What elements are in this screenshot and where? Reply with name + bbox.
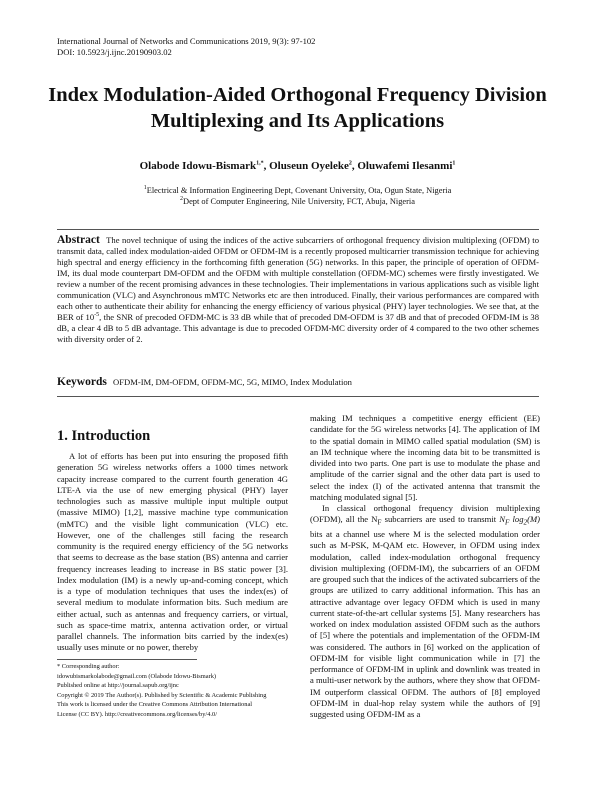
- para-text: In classical orthogonal frequency division multiplexing (OFDM), all the N: [310, 503, 540, 525]
- abstract-heading: Abstract: [57, 234, 100, 246]
- affiliation-mark: 2: [180, 196, 184, 203]
- right-column: [310, 413, 540, 720]
- footnote-rule: [57, 659, 197, 660]
- keywords-text: OFDM-IM, DM-OFDM, OFDM-MC, 5G, MIMO, Index Modulation: [113, 377, 352, 387]
- paper-title: [30, 82, 565, 134]
- footnote: [57, 662, 297, 720]
- math-subscript: F: [505, 518, 510, 527]
- abstract-block: [57, 235, 539, 345]
- author-name: Oluwafemi Ilesanmi: [357, 160, 453, 172]
- author-name: Oluseun Oyeleke: [269, 160, 349, 172]
- math-log: log: [509, 514, 524, 525]
- author-name: Olabode Idowu-Bismark: [139, 160, 257, 172]
- body-paragraph: [310, 503, 540, 720]
- affiliation-mark: 1: [143, 185, 147, 192]
- affiliation-text: Dept of Computer Engineering, Nile University, FCT, Abuja, Nigeria: [183, 197, 415, 206]
- left-column: [57, 451, 288, 654]
- journal-header: [57, 36, 315, 57]
- keywords-block: [57, 376, 539, 388]
- affiliation-line: [30, 196, 565, 207]
- author-affil-mark: 1: [452, 160, 456, 167]
- body-paragraph: A lot of efforts has been put into ensuring the proposed fifth generation 5G wireless networks offers a 1000 times network capacity increase compared to the current fourth generation 4G LTE-A via the use of new emerging physical (PHY) layer technologies such as massive multiple input multiple output (massive MIMO) [1,2], massive machine type communication (mMTC) and the visible light communication (VLC) etc. However, one of the challenges still facing the research community is the required energy efficiency of the 5G networks that seems to decrease as the base station (BS) antenna and carrier frequency increases leading to increase in BS static power [3]. Index modulation (IM) is a newly up-and-coming concept, which is a type of modulation techniques that uses the index(es) of several medium to modulate information bits. Such medium are either actual, such as antennas and frequency carriers, or virtual, such as space-time matrix, antenna activation order, or virtual parallel channels. The information bits carried by the index(es) usually uses minute or no power, thereby: [57, 451, 288, 653]
- affiliations: [30, 185, 565, 207]
- para-text: subcarriers are used to transmit: [381, 514, 500, 525]
- math-expression: [499, 514, 540, 527]
- body-paragraph: making IM techniques a competitive energy efficient (EE) candidate for the 5G wireless networks [4]. The application of IM to the spatial domain in MIMO called spatial modulation (SM) is an IM technique where the incoming data bit to be transmitted is divided into two parts. One part is use to modulate the phase and amplitude of the carrier signal and the other data part is used to select the index (I) of the activated antenna that transmit the matching modulated signal [5].: [310, 413, 540, 502]
- author-list: Olabode Idowu-Bismark$^{1,*}$, Oluseun Oyeleke$^2$, Oluwafemi Ilesanmi$^1$: [139, 160, 456, 172]
- divider-bottom: [57, 396, 539, 397]
- para-subscript: F: [377, 518, 382, 527]
- footnote-corresponding: * Corresponding author:: [57, 663, 120, 670]
- footnote-license: This work is licensed under the Creative Commons Attribution International: [57, 701, 253, 709]
- journal-doi: DOI: 10.5923/j.ijnc.20190903.02: [57, 46, 172, 57]
- keywords-heading: Keywords: [57, 376, 107, 388]
- author-affil-mark: 2: [348, 160, 352, 167]
- section-heading: 1. Introduction: [57, 428, 151, 444]
- footnote-email: idowubismarkolabode@gmail.com (Olabode Idowu-Bismark): [57, 672, 217, 680]
- title-line-2: Multiplexing and Its Applications: [150, 110, 445, 132]
- affiliation-text: Electrical & Information Engineering Dept, Covenant University, Ota, Ogun State, Nigeria: [146, 186, 452, 195]
- divider-top: [57, 229, 539, 230]
- footnote-published: Published online at http://journal.sapub.org/ijnc: [57, 682, 179, 690]
- abstract-text-cont: , the SNR of precoded OFDM-MC is 33 dB while that of precoded DM-OFDM is 37 dB and that of precoded OFDM-IM is 38 dB, a clear 4 dB to 5 dB advantage. This advantage is due to precoded OFDM-MC diversity order of 4 compared to the two other schemes with diversity order of 2.: [57, 311, 539, 344]
- footnote-copyright: Copyright © 2019 The Author(s). Published by Scientific & Academic Publishing: [57, 691, 267, 699]
- math-subscript: 2: [523, 518, 528, 527]
- footnote-license: License (CC BY). http://creativecommons.org/licenses/by/4.0/: [57, 710, 217, 718]
- math-symbol: N: [499, 514, 505, 525]
- abstract-exponent: -5: [94, 311, 100, 318]
- para-text: bits at a channel use where M is the selected modulation order such as M-PSK, M-QAM etc. However, in OFDM using index modulation, called index-modulation orthogonal frequency division multiplexing (OFDM-IM), the subcarriers of an OFDM are grouped such that the indices of the activated subcarriers of the groups are utilized to carry additional information. This has an attractive advantage over legacy OFDM which is used in many current state-of-the-art cellular systems [5]. Many researchers has worked on index modulation assisted OFDM such as the authors of [5] where the potentials and implementation of the OFDM-IM was considered. The authors in [6] worked on the application of OFDM-IM for visible light communication while in [7] the performance of OFDM-IM in uplink and downlink was treated in a multi-user network by the authors, where they show that OFDM-IM outperform classical OFDM. The authors of [8] employed OFDM-IM in dual-hop relay system while the authors of [9] suggested using OFDM-IM as a: [310, 529, 540, 720]
- affiliation-line: [30, 185, 565, 196]
- title-line-1: Index Modulation-Aided Orthogonal Frequency Division: [48, 84, 547, 106]
- journal-citation: International Journal of Networks and Communications 2019, 9(3): 97-102: [57, 36, 316, 46]
- math-arg: (M): [527, 514, 540, 525]
- abstract-text: The novel technique of using the indices of the active subcarriers of orthogonal frequency division multiplexing (OFDM) to transmit data, called index modulation-aided OFDM or OFDM-IM is a recently proposed multicarrier transmission technique for achieving high spectral and energy efficiency in the forthcoming fifth generation (5G) networks. In this paper, the principle of operation of OFDM-IM, its dual mode counterpart DM-OFDM and the OFDM with multiple constellation (OFDM-MC) schemes were firstly investigated. We review a number of the recent promising advances in these technologies. Their implementations in various applications such as visible light communication (VLC) and Asynchronous mMTC Networks etc are then introduced. Finally, their various performances are compared with each other to authenticate their ability for enhancing the energy efficiency of various physical (PHY) layer technologies. We see that, at the BER of 10: [57, 235, 539, 322]
- author-affil-mark: 1,*: [256, 160, 264, 167]
